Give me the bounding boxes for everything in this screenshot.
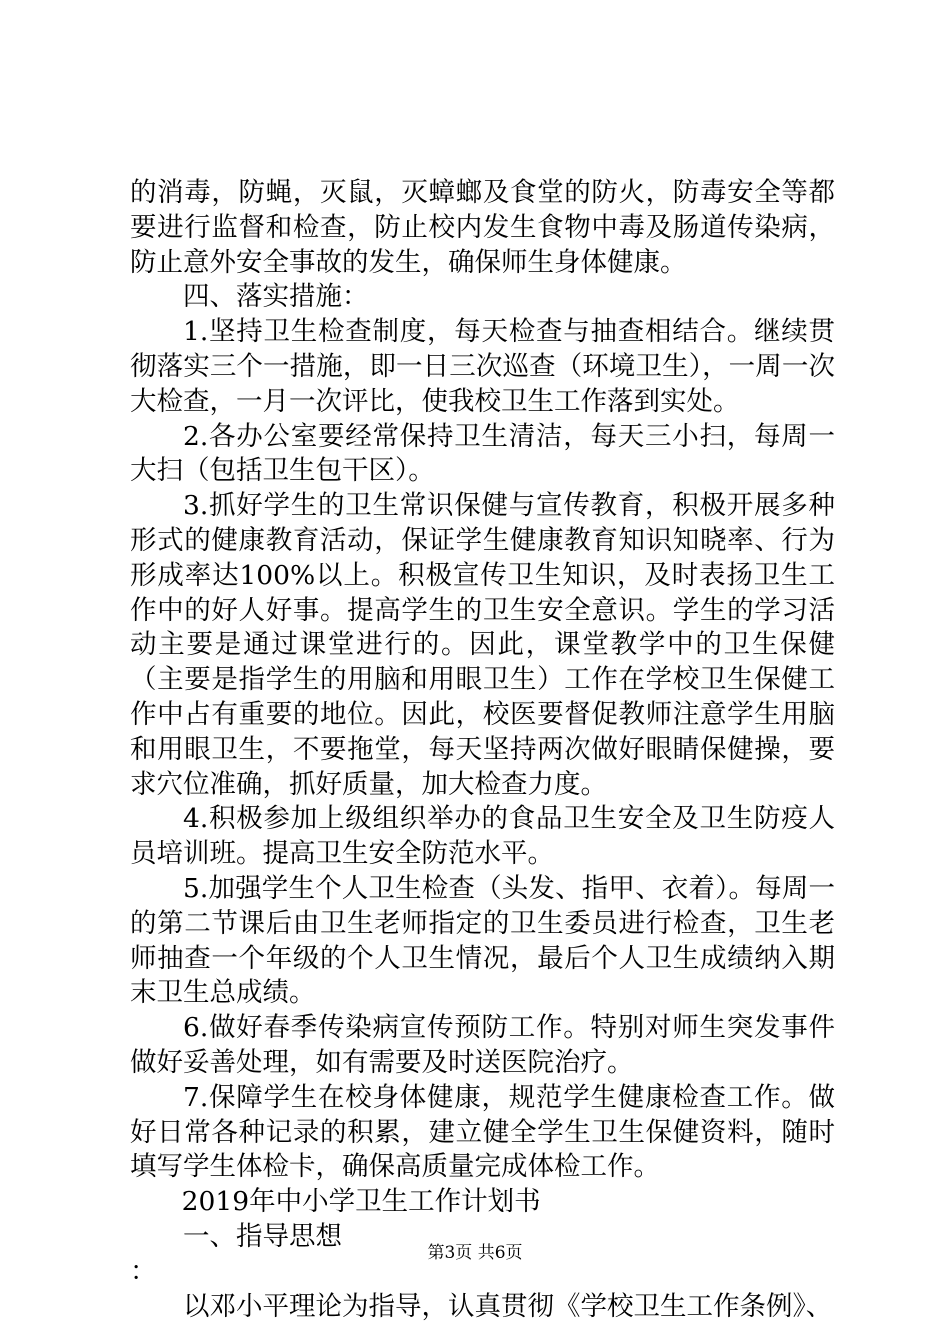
document-title-2019-plan: 2019年中小学卫生工作计划书 (181, 1186, 541, 1218)
measure-item-3: 3.抓好学生的卫生常识保健与宣传教育，积极开展多种形式的健康教育活动，保证学生健康教育知识知晓率、行为形成率达100%以上。积极宣传卫生知识，及时表扬卫生工作中的好人好事。提高学生的卫生安全意识。学生的学习活动主要是通过课堂进行的。因此，课堂教学中的卫生保健（主要是指学生的用脑和用眼卫生）工作在学校卫生保健工作中占有重要的地位。因此，校医要督促教师注意学生用脑和用眼卫生，不要拖堂，每天坚持两次做好眼睛保健操，要求穴位准确，抓好质量，加大检查力度。 (130, 490, 835, 800)
section-heading-measures: 四、落实措施： (183, 281, 369, 313)
measure-item-4: 4.积极参加上级组织举办的食品卫生安全及卫生防疫人员培训班。提高卫生安全防范水平。 (130, 803, 835, 870)
measure-item-1: 1.坚持卫生检查制度，每天检查与抽查相结合。继续贯彻落实三个一措施，即一日三次巡查（环境卫生），一周一次大检查，一月一次评比，使我校卫生工作落到实处。 (130, 316, 835, 417)
measure-item-2: 2.各办公室要经常保持卫生清洁，每天三小扫，每周一大扫（包括卫生包干区）。 (130, 420, 835, 487)
paragraph-continuation: 的消毒，防蝇，灭鼠，灭蟑螂及食堂的防火，防毒安全等都要进行监督和检查，防止校内发生食物中毒及肠道传染病，防止意外安全事故的发生，确保师生身体健康。 (130, 177, 835, 278)
page-number-footer: 第3页 共6页 (427, 1243, 523, 1263)
measure-item-6: 6.做好春季传染病宣传预防工作。特别对师生突发事件做好妥善处理，如有需要及时送医院治疗。 (130, 1012, 835, 1078)
measure-item-5: 5.加强学生个人卫生检查（头发、指甲、衣着）。每周一的第二节课后由卫生老师指定的卫生委员进行检查，卫生老师抽查一个年级的个人卫生情况，最后个人卫生成绩纳入期末卫生总成绩。 (130, 872, 835, 1009)
document-body (130, 176, 835, 1324)
section-heading-guiding-ideology: 一、指导思想 (183, 1220, 342, 1252)
paragraph-guiding-text: 以邓小平理论为指导，认真贯彻《学校卫生工作条例》、 (183, 1290, 833, 1322)
measure-item-7: 7.保障学生在校身体健康，规范学生健康检查工作。做好日常各种记录的积累，建立健全学生卫生保健资料，随时填写学生体检卡，确保高质量完成体检工作。 (130, 1081, 835, 1183)
colon-line: ： (130, 1255, 157, 1287)
